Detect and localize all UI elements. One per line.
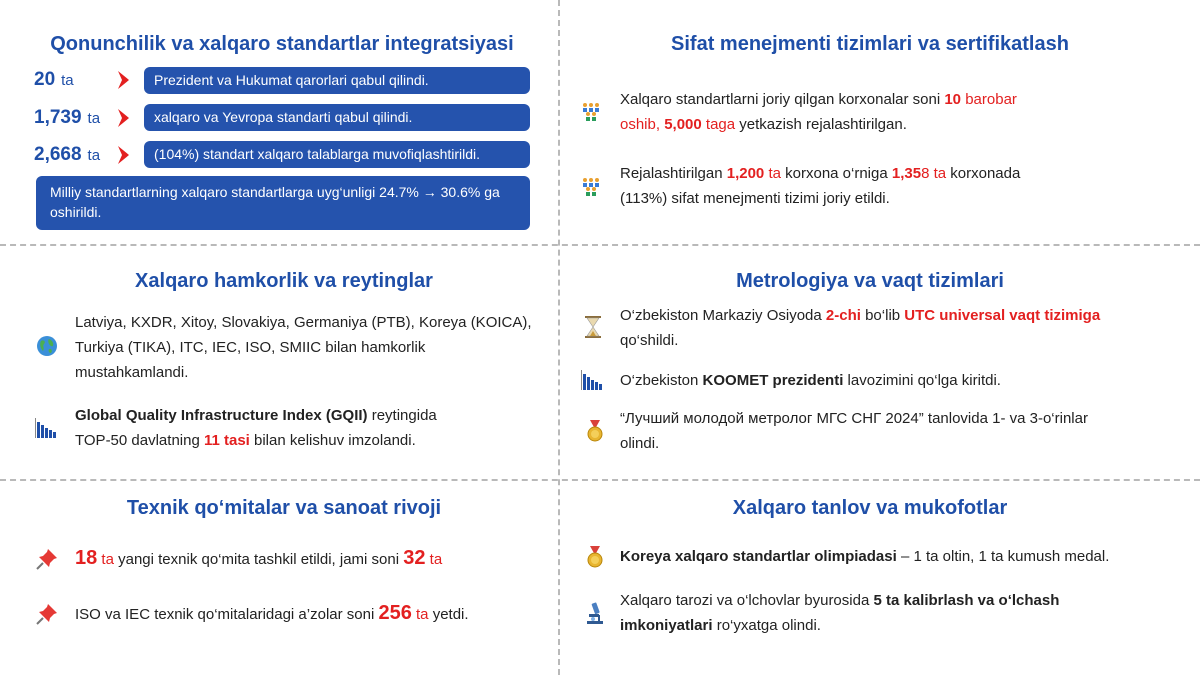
list-item [620, 368, 1180, 393]
harmonization-note: Milliy standartlarning xalqaro standartlarga uyg‘unligi 24.7% → 30.6% ga oshirildi. [36, 176, 530, 230]
list-item [620, 87, 1090, 137]
highlight-text: ta [425, 551, 443, 568]
people-icon [580, 175, 602, 197]
text: lavozimini qo‘lga kiritdi. [843, 372, 1001, 389]
globe-icon [36, 335, 58, 357]
stat-number: 2,668 [34, 144, 82, 165]
text: yetkazish rejalashtirilgan. [735, 116, 907, 133]
highlight-number: 18 [75, 547, 98, 569]
stat-description: Prezident va Hukumat qarorlari qabul qilindi. [144, 67, 530, 94]
highlight-number: 32 [403, 547, 426, 569]
text: TOP-50 davlatning [75, 432, 204, 449]
section-title: Xalqaro hamkorlik va reytinglar [135, 270, 433, 292]
bar-chart-icon [580, 368, 606, 390]
section-title: Qonunchilik va xalqaro standartlar integratsiyasi [50, 33, 514, 55]
text: (113%) sifat menejmenti tizimi joriy etildi. [620, 190, 890, 207]
highlight-number: 11 tasi [203, 432, 250, 449]
list-item [620, 406, 1180, 456]
text: bilan kelishuv imzolandi. [249, 432, 416, 449]
text: yetdi. [428, 606, 469, 623]
chevron-right-icon [117, 108, 131, 128]
text: O‘zbekiston [620, 372, 703, 389]
section-title: Texnik qo‘mitalar va sanoat rivoji [126, 497, 442, 519]
list-item [75, 543, 545, 575]
index-name: Global Quality Infrastructure Index (GQII) [75, 407, 368, 424]
chevron-right-icon [117, 145, 131, 165]
text: Xalqaro tarozi va o‘lchovlar byurosida [620, 592, 874, 609]
section-title: Metrologiya va vaqt tizimlari [736, 270, 1004, 292]
text: O‘zbekiston Markaziy Osiyoda [620, 307, 826, 324]
highlight-text: ta [411, 606, 429, 623]
text: ro‘yxatga olindi. [712, 617, 821, 634]
pushpin-icon [36, 603, 58, 625]
text: olindi. [620, 435, 660, 452]
highlight-text: 8 ta [921, 165, 947, 182]
highlight-text: 5 ta kalibrlash va o‘lchash [873, 592, 1060, 609]
section-title: Sifat menejmenti tizimlari va sertifikatlash [671, 33, 1069, 55]
highlight-number: 256 [378, 602, 412, 624]
text: reytingida [367, 407, 437, 424]
chevron-right-icon [117, 70, 131, 90]
highlight-text: ta [97, 551, 114, 568]
stat-number: 20 [34, 69, 56, 90]
stat-unit: ta [87, 146, 101, 164]
text: qo‘shildi. [620, 332, 679, 349]
stat-description: (104%) standart xalqaro talablarga muvofiqlashtirildi. [144, 141, 530, 168]
list-item [620, 303, 1180, 353]
highlight-number: 1,35 [891, 165, 922, 182]
medal-icon [584, 420, 606, 442]
horizontal-divider-2 [0, 479, 1200, 481]
text: Rejalashtirilgan [620, 165, 727, 182]
people-icon [580, 100, 602, 122]
stat-number: 1,739 [34, 107, 82, 128]
list-item [620, 161, 1090, 211]
list-item [620, 544, 1180, 569]
vertical-divider [558, 0, 560, 675]
list-item [75, 598, 545, 630]
text: – 1 ta oltin, 1 ta kumush medal. [896, 548, 1110, 565]
highlight-text: 2-chi [825, 307, 861, 324]
text: ISO va IEC texnik qo‘mitalaridagi a’zolar soni [75, 606, 379, 623]
highlight-number: 10 [944, 91, 962, 108]
horizontal-divider-1 [0, 244, 1200, 246]
hourglass-icon [584, 316, 602, 338]
highlight-text: KOOMET prezidenti [702, 372, 844, 389]
highlight-number: 5,000 [664, 116, 702, 133]
stat-row [34, 141, 100, 169]
highlight-text: taga [701, 116, 736, 133]
text: yangi texnik qo‘mita tashkil etildi, jami soni [113, 551, 404, 568]
stat-description: xalqaro va Yevropa standarti qabul qilindi. [144, 104, 530, 131]
list-item [620, 588, 1180, 638]
stat-unit: ta [87, 109, 101, 127]
text: korxona o‘rniga [780, 165, 892, 182]
pushpin-icon [36, 548, 58, 570]
stat-row [34, 104, 100, 132]
highlight-number: 1,200 [726, 165, 765, 182]
section-title: Xalqaro tanlov va mukofotlar [732, 497, 1008, 519]
microscope-icon [584, 602, 606, 624]
highlight-text: UTC universal vaqt tizimiga [904, 307, 1101, 324]
text: korxonada [946, 165, 1021, 182]
highlight-text: ta [764, 165, 781, 182]
text: bo‘lib [860, 307, 905, 324]
highlight-text: oshib, [620, 116, 665, 133]
list-item [75, 403, 535, 453]
olympiad-name: Koreya xalqaro standartlar olimpiadasi [620, 548, 897, 565]
highlight-text: imkoniyatlari [620, 617, 713, 634]
highlight-text: barobar [961, 91, 1017, 108]
text: Xalqaro standartlarni joriy qilgan korxonalar soni [620, 91, 945, 108]
text: “Лучший молодой метролог МГС СНГ 2024” tanlovida 1- va 3-o‘rinlar [620, 410, 1088, 427]
medal-icon [584, 546, 606, 568]
stat-row [34, 66, 74, 94]
bar-chart-icon [34, 416, 60, 438]
stat-unit: ta [61, 71, 74, 89]
list-item: Latviya, KXDR, Xitoy, Slovakiya, Germaniya (PTB), Koreya (KOICA), Turkiya (TIKA), ITC, IEC, ISO, SMIIC bilan hamkorlik mustahkamlandi. [75, 314, 532, 381]
